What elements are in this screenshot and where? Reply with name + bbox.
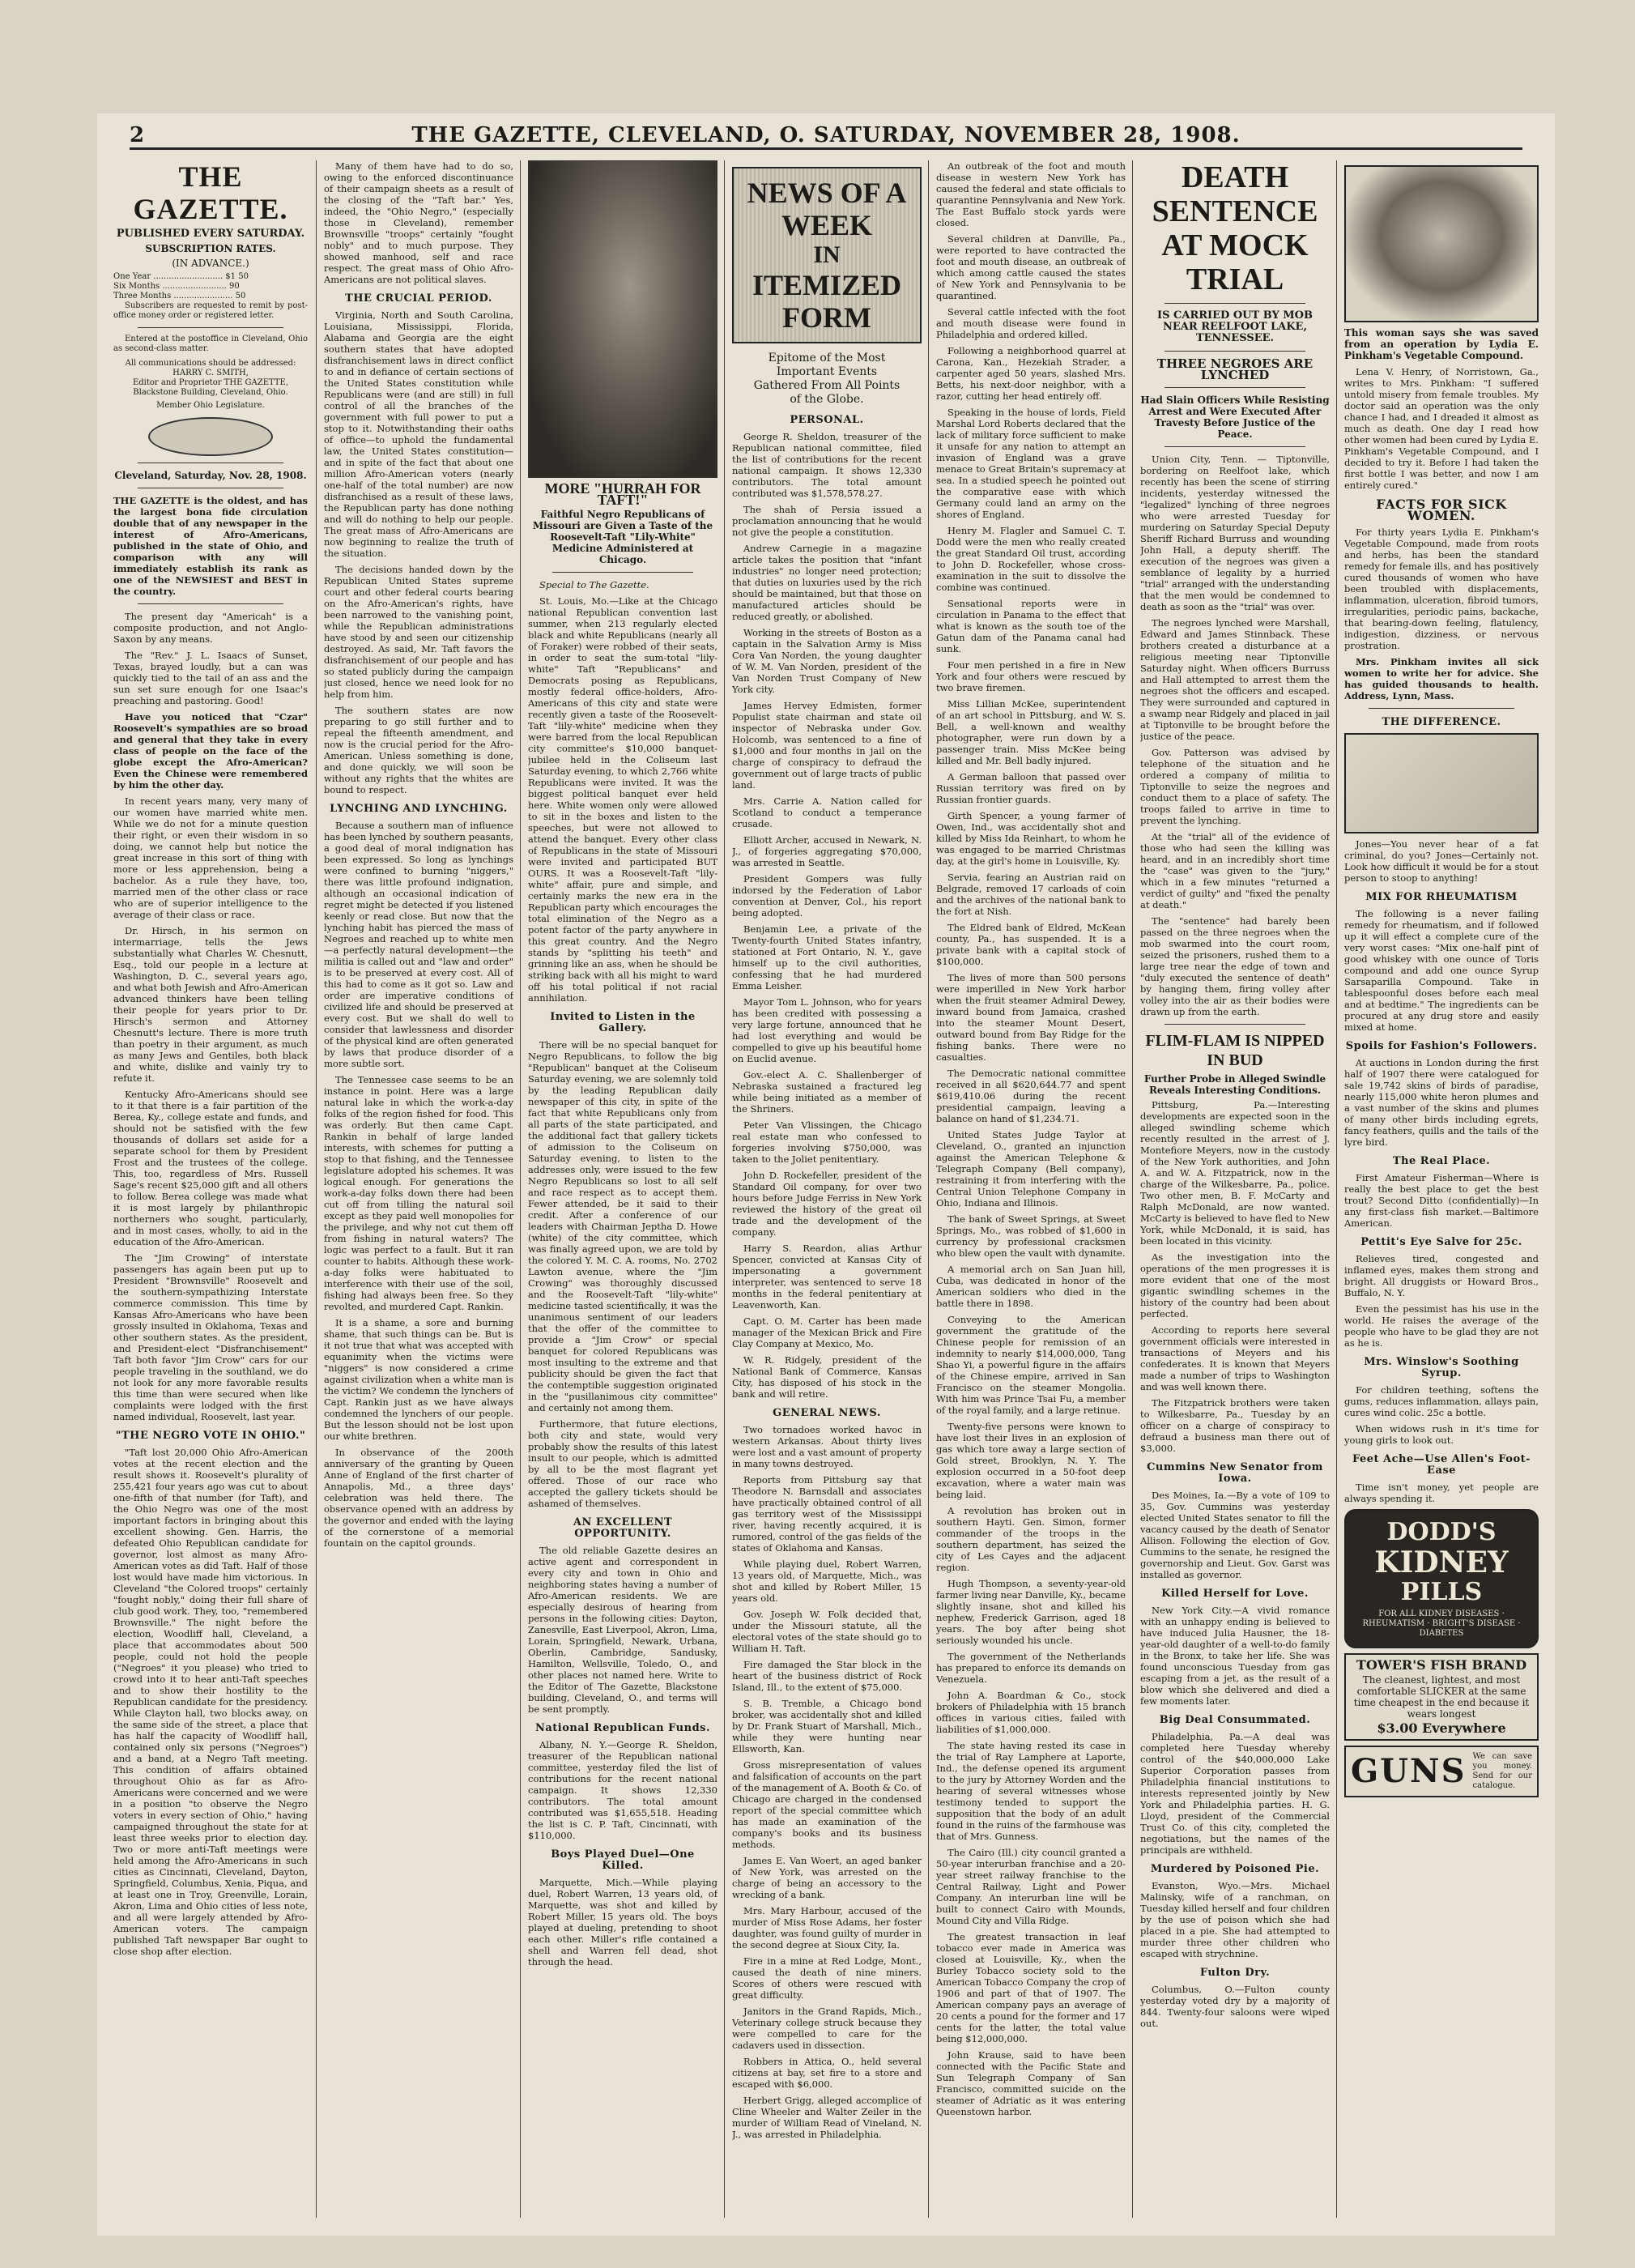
news-item: Mayor Tom L. Johnson, who for years has been credited with possessing a very large fortune, announced that he had lost everything and would be compelled to give up his beautiful home on Euclid avenue. bbox=[732, 996, 922, 1064]
ad-text: Even the pessimist has his use in the world. He raises the average of the people who have to be glad they are not as he is. bbox=[1344, 1303, 1539, 1349]
article-paragraph: As the investigation into the operations of the men progresses it is more evident that one of the most gigantic swindling schemes in the history of the country had been about perfected. bbox=[1140, 1251, 1330, 1319]
news-item: While playing duel, Robert Warren, 13 years old, of Marquette, Mich., was shot and killed by Robert Miller, 15 years old. bbox=[732, 1558, 922, 1604]
entered-note: Entered at the postoffice in Cleveland, Ohio as second-class matter. bbox=[113, 335, 308, 353]
news-item: Hugh Thompson, a seventy-year-old farmer living near Danville, Ky., became slightly insane, shot and killed his nephew, Frederick Garrison, aged 18 years. The boy after being shot seriously wounded his uncle. bbox=[936, 1578, 1126, 1646]
news-item: Four men perished in a fire in New York and four others were rescued by two brave firemen. bbox=[936, 659, 1126, 693]
news-item: Robbers in Attica, O., held several citizens at bay, set fire to a store and escaped with $6,000. bbox=[732, 2056, 922, 2090]
guns-copy: We can save you money. Send for our catalogue. bbox=[1472, 1752, 1532, 1790]
deck: IS CARRIED OUT BY MOB NEAR REELFOOT LAKE, TENNESSEE. bbox=[1157, 309, 1313, 344]
woman-portrait-illustration bbox=[1344, 165, 1539, 322]
column-rule bbox=[928, 160, 929, 2218]
section-heading: GENERAL NEWS. bbox=[773, 1407, 881, 1419]
news-item: Two tornadoes worked havoc in western Arkansas. About thirty lives were lost and a vast amount of property in many towns destroyed. bbox=[732, 1424, 922, 1469]
editorial-paragraph: Dr. Hirsch, in his sermon on intermarriage, tells the Jews substantially what Charles W. Chesnutt, Esq., told our people in a lecture at Washington, D. C., several years ago, and what both Jewish and Afro-American advanced thinkers have been telling their people for years prior to Dr. Hirsch's sermon and Attorney Chesnutt's lecture. There is more truth than poetry in their argument, as much as many Jews and Gentiles, both black and white, dislike and vainly try to refute it. bbox=[113, 925, 308, 1084]
section-heading: AN EXCELLENT OPPORTUNITY. bbox=[573, 1516, 673, 1540]
anecdote-text: Jones—You never hear of a fat criminal, do you? Jones—Certainly not. Look how difficult it would be for a stout person to stoop to anything! bbox=[1344, 838, 1539, 884]
news-item: The Democratic national committee received in all $620,644.77 and spent $619,410.06 during the recent presidential campaign, leaving a balance on hand of $1,234.71. bbox=[936, 1068, 1126, 1124]
dateline: Cleveland, Saturday, Nov. 28, 1908. bbox=[114, 470, 307, 481]
news-item: Elliott Archer, accused in Newark, N. J., of forgeries aggregating $70,000, was arrested in Seattle. bbox=[732, 834, 922, 868]
rate-line: Three Months ....................... 50 bbox=[113, 292, 246, 301]
article-paragraph: Albany, N. Y.—George R. Sheldon, treasurer of the Republican national committee, yesterday filed the list of contributions for the recent national campaign. It shows 12,330 contributors. The total amount contributed was $1,655,518. Heading the list is C. P. Taft, Cincinnati, with $110,000. bbox=[528, 1739, 717, 1841]
column-news-continued bbox=[936, 160, 1126, 2218]
published-line: PUBLISHED EVERY SATURDAY. bbox=[116, 228, 305, 240]
news-item: Working in the streets of Boston as a captain in the Salvation Army is Miss Cora Van Norden, the young daughter of W. M. Van Norden, president of the Van Norden Trust Company of New York city. bbox=[732, 627, 922, 695]
guns-title: GUNS bbox=[1351, 1752, 1467, 1790]
page-number: 2 bbox=[130, 123, 146, 147]
taft-portrait bbox=[528, 160, 717, 478]
rate-line: One Year ........................... $1 50 bbox=[113, 272, 249, 281]
divider bbox=[138, 327, 283, 328]
masthead-title: THE GAZETTE, CLEVELAND, O. SATURDAY, NOVEMBER 28, 1908. bbox=[411, 123, 1241, 147]
news-item: Twenty-five persons were known to have lost their lives in an explosion of gas which tore away a large section of Gold street, Brooklyn, N. Y. The explosion occurred in a 50-foot deep excavation, where a water main was being laid. bbox=[936, 1421, 1126, 1500]
news-item: The bank of Sweet Springs, at Sweet Springs, Mo., was robbed of $1,600 in currency by professional cracksmen who blew open the vault with dynamite. bbox=[936, 1213, 1126, 1259]
news-item: Speaking in the house of lords, Field Marshal Lord Roberts declared that the lack of military force sufficient to make it unsafe for any nation to attempt an invasion of England was a grave menace to Great Britain's supremacy at sea. In a studied speech he pointed out the comparative ease with which Germany could land an army on the shores of England. bbox=[936, 407, 1126, 520]
article-paragraph: Pittsburg, Pa.—Interesting developments are expected soon in the alleged swindling scheme which recently resulted in the arrest of J. Montefiore Meyers, now in the custody of the New York authorities, and John A. and W. A. Fitzpatrick, now in the charge of the Wilkesbarre, Pa., police. Two other men, B. F. McCarty and Ralph McDonald, are now wanted. McCarty is believed to have fled to New York, while McDonald, it is said, has been located in this vicinity. bbox=[1140, 1099, 1330, 1247]
news-item: Janitors in the Grand Rapids, Mich., Veterinary college struck because they were compelled to care for the cadavers used in dissection. bbox=[732, 2006, 922, 2051]
section-heading: Fulton Dry. bbox=[1199, 1967, 1271, 1979]
column-taft-story bbox=[528, 160, 717, 2218]
editorial-paragraph: The "Jim Crowing" of interstate passengers has again been put up to President "Brownsville" Roosevelt and the southern-sympathizing Interstate commerce commission. This time by Kansas Afro-Americans who have been grossly insulted in Oklahoma, Texas and other southern states. As the president, and President-elect "Disfranchisement" Taft both favor "Jim Crow" cars for our people traveling in the southland, we do not look for any more favorable results this time than were secured when like complaints were lodged with the first named individual, Roosevelt, last year. bbox=[113, 1252, 308, 1422]
news-item: Girth Spencer, a young farmer of Owen, Ind., was accidentally shot and killed by Miss Ida Reinhart, to whom he was engaged to be married Christmas day, at the girl's home in Louisville, Ky. bbox=[936, 810, 1126, 867]
news-item: John Krause, said to have been connected with the Pacific State and Sun Telegraph Company of San Francisco, committed suicide on the steamer of Adriatic as it was entering Queenstown harbor. bbox=[936, 2049, 1126, 2117]
circulation-boast: THE GAZETTE is the oldest, and has the largest bona fide circulation double that of any newspaper in the interest of Afro-Americans, published in the state of Ohio, and comparison with any will immediately establish its rank as one of the NEWSIEST and BEST in the country. bbox=[113, 495, 308, 597]
column-advertisements bbox=[1344, 160, 1539, 2218]
column-rule bbox=[1132, 160, 1133, 2218]
ad-text: For children teething, softens the gums, reduces inflammation, allays pain, cures wind colic. 25c a bottle. bbox=[1344, 1384, 1539, 1418]
editorial-paragraph: Virginia, North and South Carolina, Louisiana, Mississippi, Florida, Alabama and Georgia are the eight southern states that have adopted disfranchisement laws in direct conflict to and in defiance of certain sections of the United States constitution while Republicans were (and are still) in full control of all the branches of the government with full power to put a stop to it. Notwithstanding their oaths of office—to uphold the fundamental law, the United States constitution—and in spite of the fact that about one million Afro-American voters (nearly one-half of the total number) are now disfranchised as a result of these laws, the Republican party has done nothing and will do nothing to help our people. The great mass of Afro-Americans are now beginning to realize the truth of the situation. bbox=[324, 309, 513, 559]
newspaper-page bbox=[97, 113, 1555, 2236]
article-paragraph: Columbus, O.—Fulton county yesterday voted dry by a majority of 844. Twenty-four saloons were wiped out. bbox=[1140, 1984, 1330, 2029]
ad-heading: Pettit's Eye Salve for 25c. bbox=[1360, 1236, 1522, 1248]
news-item: Sensational reports were in circulation in Panama to the effect that what is known as the south toe of the Gatun dam of the Panama canal had sunk. bbox=[936, 598, 1126, 654]
editorial-paragraph: Many of them have had to do so, owing to the enforced discontinuance of their campaign sheets as a result of the closing of the "Taft bar." Yes, indeed, the "Ohio Negro," (especially those in Cleveland), remember Brownsville "troops" certainly "fought nobly" and to much purpose. They showed manhood, self and race respect. The great mass of Ohio Afro-Americans are not political slaves. bbox=[324, 160, 513, 285]
news-item: John A. Boardman & Co., stock brokers of Philadelphia with 15 branch offices in various cities, failed with liabilities of $1,000,000. bbox=[936, 1690, 1126, 1735]
towers-price: $3.00 Everywhere bbox=[1377, 1720, 1506, 1736]
news-item: United States Judge Taylor at Cleveland, O., granted an injunction against the American Telephone & Telegraph Company (Bell company), restraining it from interfering with the Central Union Telephone Company in Ohio, Indiana and Illinois. bbox=[936, 1129, 1126, 1209]
portrait-subhead: Faithful Negro Republicans of Missouri are Given a Taste of the Roosevelt-Taft "Lily-White" Medicine Administered at Chicago. bbox=[532, 509, 713, 565]
dodds-line: DODD'S bbox=[1386, 1518, 1497, 1546]
editorial-paragraph: "Taft lost 20,000 Ohio Afro-American votes at the recent election and the result shows it. Roosevelt's plurality of 255,421 four years ago was cut to about one-fifth of that number (for Taft), and the Ohio Negro was one of the most important factors in bringing about this excellent showing. Gen. Harris, the defeated Ohio Republican candidate for governor, lost almost as many Afro-American votes as did Taft. Half of those lost would have made him victorious. In Cleveland "the Colored troops" certainly "fought nobly," doing their full share of club good work. They, too, "remembered Brownsville." The night before the election, Woodliff hall, Cleveland, a place that accommodates about 500 people, could not hold the people ("Negroes" it you please) who tried to crowd into it to hear anti-Taft speeches and to show their hostility to the Republican candidate for the presidency. While Clayton hall, two blocks away, on the same side of the street, a place that has half the capacity of Woodliff hall, contained only six persons ("Negroes") and a band, at a Negro Taft meeting. This condition of affairs obtained throughout Ohio as far as Afro-Americans were concerned and we were in a position "to observe the Negro voters in every section of Ohio," having campaigned throughout the state for at least three weeks prior to election day. Two or more anti-Taft meetings were held among the Afro-Americans in such cities as Cincinnati, Cleveland, Dayton, Springfield, Columbus, Xenia, Piqua, and at least one in Troy, Greenville, Lorain, Akron, Lima and Ohio cities of less note, and all were largely attended by Afro-American voters. The campaign published Taft newspaper Bar ought to close shop after election. bbox=[113, 1447, 308, 1957]
editorial-paragraph: Because a southern man of influence has been lynched by southern peasants, a good deal of moral indignation has been expressed. So long as lynchings were confined to burning "niggers," there was little profound indignation, although an occasional indication of regret might be detected if you listened keenly or read close. But now that the lynching habit has pierced the mass of Negroes and reached up to white men—a perfectly natural development—the militia is called out and "law and order" is to be preserved at every cost. All of this had to come as it got so. Law and order are imperative conditions of civilized life and should be preserved at every cost. But we shall do well to consider that lawlessness and disorder of the physical kind are often generated by laws that produce disorder of a more subtle sort. bbox=[324, 820, 513, 1069]
section-heading: Cummins New Senator from Iowa. bbox=[1147, 1461, 1323, 1485]
rate-line: Six Months ......................... 90 bbox=[113, 282, 240, 291]
news-item: W. R. Ridgely, president of the National Bank of Commerce, Kansas City, has disposed of his stock in the bank and will retire. bbox=[732, 1354, 922, 1400]
section-heading: THE CRUCIAL PERIOD. bbox=[345, 292, 492, 305]
ad-text: At auctions in London during the first half of 1907 there were catalogued for sale 19,742 skins of birds of paradise, nearly 115,000 white heron plumes and a vast number of the skins and plumes of many other birds including egrets, fancy feathers, quills and the tails of the lyre bird. bbox=[1344, 1057, 1539, 1148]
news-item: Fire damaged the Star block in the heart of the business district of Rock Island, Ill., to the extent of $75,000. bbox=[732, 1659, 922, 1693]
editorial-paragraph: The present day "Americah" is a composite production, and not Anglo-Saxon by any means. bbox=[113, 611, 308, 645]
news-item: George R. Sheldon, treasurer of the Republican national committee, filed the list of contributions for the recent national campaign. It shows 12,330 contributors. The total amount contributed was $1,578,578.27. bbox=[732, 431, 922, 499]
article-paragraph: St. Louis, Mo.—Like at the Chicago national Republican convention last summer, when 213 regularly elected black and white Republicans (nearly all of Foraker) were robbed of their seats, in order to seat the sum-total "lily-white" Taft "Republicans" and Democrats posing as Republicans, mostly federal office-holders, Afro-Americans of this city and state were recently given a taste of the Roosevelt-Taft "lily-white" medicine when they were barred from the local Republican city committee's $10,000 banquet-jubilee held in the Coliseum last Saturday evening, to which 2,766 white Republicans were invited. It was the biggest political banquet ever held here. White women only were allowed to sit in the boxes and listen to the speeches, but were not allowed to attend the banquet. Every other class of Republicans in the state of Missouri were invited and participated BUT OURS. It was a Roosevelt-Taft "lily-white" affair, pure and simple, and certainly marks the new era in the Republican party which encourages the total elimination of the Negro as a potent factor of the party anywhere in this great country. And the Negro stands by "splitting his teeth" and grinning like an ass, when he should be striking back with all his might to ward off his total political if not racial annihilation. bbox=[528, 595, 717, 1004]
news-item: A memorial arch on San Juan hill, Cuba, was dedicated in honor of the American soldiers who died in the battle there in 1898. bbox=[936, 1264, 1126, 1309]
ad-text: Relieves tired, congested and inflamed eyes, makes them strong and bright. All druggists or Howard Bros., Buffalo, N. Y. bbox=[1344, 1253, 1539, 1298]
editorial-paragraph: In recent years many, very many of our women have married white men. While we do not for a minute question their right, or even their wisdom in so doing, we cannot help but notice the great increase in this sort of thing with more or less apprehension, being a bachelor. As a rule they have, too, married men of the other class or race who are of superior intelligence to the average of their class or race. bbox=[113, 795, 308, 920]
subscribers-note: Subscribers are requested to remit by post-office money order or registered letter. bbox=[113, 301, 308, 320]
section-heading: Big Deal Consummated. bbox=[1159, 1714, 1311, 1726]
towers-copy: The cleanest, lightest, and most comfortable SLICKER at the same time cheapest in the end because it wears longest bbox=[1353, 1674, 1530, 1720]
union-label-seal bbox=[148, 417, 273, 456]
news-item: The shah of Persia issued a proclamation announcing that he would not give the people a constitution. bbox=[732, 504, 922, 538]
news-item: The greatest transaction in leaf tobacco ever made in America was closed at Louisville, Ky., when the Burley Tobacco society sold to the American Tobacco Company the crop of 1906 and part of that of 1907. The American company pays an average of 20 cents a pound for the former and 17 cents for the latter, the total value being $12,000,000. bbox=[936, 1931, 1126, 2044]
deck: THREE NEGROES ARE LYNCHED bbox=[1156, 356, 1314, 382]
ad-text: Lena V. Henry, of Norristown, Ga., writes to Mrs. Pinkham: "I suffered untold misery from female troubles. My doctor said an operation was the only chance I had, and I dreaded it almost as much as death. One day I read how other women had been cured by Lydia E. Pinkham's Vegetable Compound, and I decided to try it. Before I had taken the first bottle I was better, and now I am entirely cured." bbox=[1344, 366, 1539, 491]
address-block bbox=[113, 359, 308, 411]
divider bbox=[1165, 387, 1305, 388]
ad-heading: Spoils for Fashion's Followers. bbox=[1345, 1040, 1538, 1052]
news-item: Gov.-elect A. C. Shallenberger of Nebraska sustained a fractured leg while being initiated as a member of the Shriners. bbox=[732, 1069, 922, 1115]
section-heading: "THE NEGRO VOTE IN OHIO." bbox=[115, 1430, 306, 1442]
editorial-paragraph: Have you noticed that "Czar" Roosevelt's sympathies are so broad and general that they take in every class of people on the face of the globe except the Afro-American? Even the Chinese were remembered by him the other day. bbox=[113, 711, 308, 791]
special-line: Special to The Gazette. bbox=[539, 579, 649, 590]
news-item: An outbreak of the foot and mouth disease in western New York has caused the federal and state officials to quarantine Pennsylvania and New York. The East Buffalo stock yards were closed. bbox=[936, 160, 1126, 228]
news-item: A German balloon that passed over Russian territory was fired on by Russian frontier guards. bbox=[936, 771, 1126, 805]
column-rule bbox=[316, 160, 317, 2218]
divider bbox=[1165, 351, 1305, 352]
masthead bbox=[130, 123, 1522, 150]
article-paragraph: The "sentence" had barely been passed on the three negroes when the mob swarmed into the court room, seized the prisoners, rushed them to a large tree near the edge of town and "duly executed the sentence of death" by hanging them, firing volley after volley into the air as their bodies were drawn up from the earth. bbox=[1140, 915, 1330, 1017]
article-paragraph: The negroes lynched were Marshall, Edward and James Stinnback. These brothers created a disturbance at a religious meeting near Tiptonville Saturday night. When officers Burruss and Hall attempted to arrest them the negroes shot the officers and escaped. They were surrounded and captured in a swamp near Ridgely and placed in jail at Tiptonville to be brought before the justice of the peace. bbox=[1140, 617, 1330, 742]
news-item: Following a neighborhood quarrel at Carona, Kan., Hezekiah Strader, a carpenter aged 50 years, slashed Mrs. Betts, his next-door neighbor, with a razor, cutting her head entirely off. bbox=[936, 345, 1126, 402]
news-item: Benjamin Lee, a private of the Twenty-fourth United States infantry, stationed at Fort Ontario, N. Y., gave himself up to the civil authorities, confessing that he had murdered Emma Leisher. bbox=[732, 923, 922, 991]
editorial-paragraph: The "Rev." J. L. Isaacs of Sunset, Texas, brayed loudly, but a can was quickly tied to the tail of an ass and the sun set sure enough for one Isaac's preaching and pastoring. Good! bbox=[113, 650, 308, 706]
news-item: James Hervey Edmisten, former Populist state chairman and state oil inspector of Nebraska under Gov. Holcomb, was sentenced to a fine of $1,000 and four months in jail on the charge of conspiracy to defraud the government out of large tracts of public land. bbox=[732, 700, 922, 791]
dodds-ring-text: FOR ALL KIDNEY DISEASES · RHEUMATISM · BRIGHT'S DISEASE · DIABETES bbox=[1362, 1609, 1521, 1638]
news-item: President Gompers was fully indorsed by the Federation of Labor convention at Denver, Col., his report being adopted. bbox=[732, 873, 922, 919]
editor-name: HARRY C. SMITH, bbox=[172, 369, 249, 377]
rate-lines bbox=[113, 272, 308, 301]
editorial-paragraph: The southern states are now preparing to go still further and to repeal the fifteenth amendment, and now is the crucial period for the Afro-American. Unless something is done, and done quickly, we will soon be without any rights that the whites are bound to respect. bbox=[324, 705, 513, 795]
editorial-paragraph: The Tennessee case seems to be an instance in point. Here was a large natural lake in which the work-a-day folks of the region fished for food. This was orderly. But then came Capt. Rankin in behalf of large landed interests, with schemes for putting a stop to that fishing, and the Tennessee legislature adopted his schemes. It was logical enough. For generations the work-a-day folks down there had been cut off from tilling the natural soil except as they paid well monopolies for the privilege, and why not cut them off from fishing in natural waters? The logic was perfect to a fault. But it ran counter to habits. Although these work-a-day folks were habituated to interference with their use of the soil, fishing had always been free. So they revolted, and murdered Capt. Rankin. bbox=[324, 1074, 513, 1312]
deck: Had Slain Officers While Resisting Arrest and Were Executed After Travesty Before Justice of the Peace. bbox=[1140, 394, 1330, 440]
news-item: Servia, fearing an Austrian raid on Belgrade, removed 17 carloads of coin and the archives of the national bank to the fort at Nish. bbox=[936, 872, 1126, 917]
editorial-paragraph: Kentucky Afro-Americans should see to it that there is a fair partition of the Berea, Ky., college estate and funds, and should not be satisfied with the few thousands of dollars set aside for a separate school for them by President Frost and the trustees of the college. This, too, regardless of Mrs. Russell Sage's recent $25,000 gift and all others to follow. Berea college was made what it is most largely by philanthropic northerners who sought, particularly, and in most cases, wholly, to aid in the education of the Afro-American. bbox=[113, 1089, 308, 1247]
dodds-line: PILLS bbox=[1400, 1578, 1483, 1606]
news-item: Peter Van Vlissingen, the Chicago real estate man who confessed to forgeries involving $750,000, was taken to the Joliet penitentiary. bbox=[732, 1119, 922, 1165]
news-item: Miss Lillian McKee, superintendent of an art school in Pittsburg, and W. S. Bell, a well-known and wealthy photographer, were run down by a passenger train. Miss McKee being killed and Mr. Bell badly injured. bbox=[936, 698, 1126, 766]
ad-heading: THE DIFFERENCE. bbox=[1382, 716, 1501, 728]
ad-heading: The Real Place. bbox=[1392, 1155, 1491, 1167]
news-item: A revolution has broken out in southern Hayti. Gen. Simon, former commander of the troops in the southern department, has seized the city of Les Cayes and the adjacent region. bbox=[936, 1505, 1126, 1573]
news-item: Mrs. Mary Harbour, accused of the murder of Miss Rose Adams, her foster daughter, was found guilty of murder in the second degree at Sioux City, Ia. bbox=[732, 1905, 922, 1950]
section-heading: PERSONAL. bbox=[790, 414, 864, 426]
news-banner bbox=[732, 167, 922, 343]
news-item: Several cattle infected with the foot and mouth disease were found in Philadelphia and ordered killed. bbox=[936, 306, 1126, 340]
ad-text: When widows rush in it's time for young girls to look out. bbox=[1344, 1423, 1539, 1446]
news-item: Conveying to the American government the gratitude of the Chinese people for remission of an indemnity to nearly $14,000,000, Tang Shao Yi, a powerful figure in the affairs of the Chinese empire, arrived in San Francisco on the steamer Mongolia. With him was Prince Tsai Fu, a member of the royal family, and a large retinue. bbox=[936, 1314, 1126, 1416]
dodds-kidney-pills-ad bbox=[1344, 1509, 1539, 1648]
divider bbox=[1165, 303, 1305, 304]
section-heading: Murdered by Poisoned Pie. bbox=[1150, 1863, 1320, 1875]
divider bbox=[1369, 708, 1514, 709]
news-item: Gov. Joseph W. Folk decided that, under the Missouri statute, all the electoral votes of the state should go to William H. Taft. bbox=[732, 1609, 922, 1654]
ad-heading: Feet Ache—Use Allen's Foot-Ease bbox=[1352, 1453, 1531, 1477]
ad-text: The following is a never failing remedy for rheumatism, and if followed up it will effect a complete cure of the very worst cases: "Mix one-half pint of good whiskey with one ounce of Toris compound and add one ounce Syrup Sarsaparilla Compound. Take in tablespoonful doses before each meal and at bedtime." The ingredients can be procured at any drug store and easily mixed at home. bbox=[1344, 908, 1539, 1033]
news-item: Fire in a mine at Red Lodge, Mont., caused the death of nine miners. Scores of others were rescued with great difficulty. bbox=[732, 1955, 922, 2001]
column-rule bbox=[724, 160, 725, 2218]
editorial-paragraph: The decisions handed down by the Republican United States supreme court and other federal courts bearing on the Afro-American's rights, have been narrowed to the vanishing point, while the Republican administrations have stood by and seen our citizenship destroyed. As said, Mr. Taft favors the disfranchisement of our people and has so stated publicly during the campaign just closed, hence we need look for no help from him. bbox=[324, 564, 513, 700]
section-heading: Invited to Listen in the Gallery. bbox=[550, 1011, 696, 1034]
banner-line: IN bbox=[813, 241, 841, 268]
article-paragraph: At the "trial" all of the evidence of those who had seen the killing was heard, and in an incredibly short time the "case" was given to the "jury," which in a few minutes "returned a verdict of guilty" and "fixed the penalty at death." bbox=[1140, 831, 1330, 910]
section-heading: Boys Played Duel—One Killed. bbox=[551, 1848, 695, 1872]
article-paragraph: New York City.—A vivid romance with an unhappy ending is believed to have induced Julia Hausner, the 18-year-old daughter of a well-to-do family in the Bronx, to take her life. She was found unconscious Tuesday from gas escaping from a jet, as the result of a blow which she delivered and died a few moments later. bbox=[1140, 1605, 1330, 1707]
news-item: James E. Van Woert, an aged banker of New York, was arrested on the charge of being an accessory to the wrecking of a bank. bbox=[732, 1855, 922, 1900]
news-item: Henry M. Flagler and Samuel C. T. Dodd were the men who really created the great Standard Oil trust, according to John D. Rockefeller, whose cross-examination in the suit to dissolve the combine was continued. bbox=[936, 525, 1126, 593]
column-lynching-report bbox=[1140, 160, 1330, 2218]
news-item: The Cairo (Ill.) city council granted a 50-year interurban franchise and a 20-year street railway franchise to the Central Railway, Light and Power Company. An interurban line will be built to connect Cairo with Mounds, Mound City and Villa Ridge. bbox=[936, 1847, 1126, 1926]
deck: Further Probe in Alleged Swindle Reveals Interesting Conditions. bbox=[1143, 1073, 1326, 1096]
news-item: The government of the Netherlands has prepared to enforce its demands on Venezuela. bbox=[936, 1651, 1126, 1685]
article-paragraph: Union City, Tenn. — Tiptonville, bordering on Reelfoot lake, which recently has been the scene of stirring incidents, yesterday witnessed the "legalized" lynching of three negroes who were arrested Tuesday for murdering on Saturday Special Deputy Sheriff Richard Burruss and wounding John Hall, a deputy sheriff. The execution of the negroes was given a semblance of legality by a hurried "trial" arranged with the understanding that the men would be condemned to death as soon as the "trial" was over. bbox=[1140, 454, 1330, 612]
editor-address: Blackstone Building, Cleveland, Ohio. bbox=[133, 388, 288, 397]
news-item: S. B. Tremble, a Chicago bond broker, was accidentally shot and killed by Dr. Frank Stuart of Marshall, Mich., while they were hunting near Ellsworth, Kan. bbox=[732, 1698, 922, 1754]
divider bbox=[1165, 446, 1305, 447]
article-paragraph: Furthermore, that future elections, both city and state, would very probably show the results of this latest insult to our people, which is admitted by all to be the most flagrant yet offered. Those of our race who accepted the gallery tickets should be ashamed of themselves. bbox=[528, 1418, 717, 1509]
editor-title: Editor and Proprietor THE GAZETTE, bbox=[132, 378, 289, 387]
column-editorial bbox=[113, 160, 308, 2218]
cartoon-illustration bbox=[1344, 733, 1539, 833]
article-paragraph: Marquette, Mich.—While playing duel, Robert Warren, 13 years old, of Marquette, was shot and killed by Robert Miller, 15 years old. The boys played at dueling, pretending to shoot each other. Miller's rifle contained a shell and Warren fell dead, shot through the head. bbox=[528, 1877, 717, 1967]
ad-heading: MIX FOR RHEUMATISM bbox=[1365, 891, 1518, 903]
headline-line: AT MOCK TRIAL bbox=[1161, 228, 1309, 296]
ad-text: Mrs. Pinkham invites all sick women to write her for advice. She has guided thousands to health. Address, Lynn, Mass. bbox=[1344, 656, 1539, 701]
towers-slicker-ad bbox=[1344, 1653, 1539, 1741]
news-item: Capt. O. M. Carter has been made manager of the Mexican Brick and Fire Clay Company at Mexico, Mo. bbox=[732, 1315, 922, 1349]
article-paragraph: Evanston, Wyo.—Mrs. Michael Malinsky, wife of a ranchman, on Tuesday killed herself and four children by the use of poison which she had placed in a pie. She had attempted to murder three other children who escaped with strychnine. bbox=[1140, 1880, 1330, 1959]
nameplate: THE GAZETTE. bbox=[133, 160, 288, 225]
divider bbox=[138, 603, 283, 604]
news-item: Mrs. Carrie A. Nation called for Scotland to conduct a temperance crusade. bbox=[732, 795, 922, 829]
communications-line: All communications should be addressed: bbox=[125, 359, 296, 368]
editorial-paragraph: It is a shame, a sore and burning shame, that such things can be. But is it not true that what was accepted with equanimity when the victims were "niggers" is now considered a crime against civilization when a white man is the victim? We condemn the lynchers of Capt. Rankin just as we have always condemned the lynchers of our people. But the lesson should not be lost upon our white brethren. bbox=[324, 1317, 513, 1442]
article-paragraph: Des Moines, Ia.—By a vote of 109 to 35, Gov. Cummins was yesterday elected United States senator to fill the vacancy caused by the death of Senator Allison. Following the election of Gov. Cummins to the senate, he resigned the governorship and Lieut. Gov. Garst was installed as governor. bbox=[1140, 1490, 1330, 1580]
divider bbox=[1165, 1024, 1305, 1025]
divider bbox=[552, 572, 693, 573]
section-heading: Killed Herself for Love. bbox=[1161, 1588, 1309, 1600]
guns-ad bbox=[1344, 1746, 1539, 1797]
article-paragraph: There will be no special banquet for Negro Republicans, to follow the big "Republican" banquet at the Coliseum Saturday evening, we are solemnly told by the leading Republican daily newspaper of this city, in spite of the fact that white Republicans only from all parts of the state participated, and the additional fact that gallery tickets of admission to the Coliseum on Saturday evening, to listen to the addresses only, were issued to the few Negro Republicans so lost to all self and race respect as to accept them. Fewer attended, be it said to their credit. After a conference of our leaders with Chairman Jeptha D. Howe (white) of the city committee, which was finally agreed upon, we are told by the colored Y. M. C. A. rooms, No. 2702 Lawton avenue, where the "Jim Crowing" was thoroughly discussed and the Roosevelt-Taft "lily-white" medicine tasted scientifically, it was the unanimous sentiment of our leaders that the offer of the committee to provide a "Jim Crow" or special banquet for colored Republicans was most insulting to the extreme and that publicity should be given the fact that the contemptible suggestion originated in the "pusillanimous city committee" and certainly not among them. bbox=[528, 1039, 717, 1413]
ad-heading: FACTS FOR SICK WOMEN. bbox=[1376, 497, 1507, 523]
news-item: Herbert Grigg, alleged accomplice of Cline Wheeler and Walter Zeiler in the murder of William Read of Vineland, N. J., was arrested in Philadelphia. bbox=[732, 2095, 922, 2140]
section-headline: FLIM-FLAM IS NIPPED IN BUD bbox=[1145, 1032, 1325, 1069]
ad-text: Time isn't money, yet people are always spending it. bbox=[1344, 1481, 1539, 1504]
rates-title: SUBSCRIPTION RATES. bbox=[145, 243, 276, 254]
banner-subhead: Epitome of the Most Important Events Gathered From All Points of the Globe. bbox=[753, 352, 901, 406]
news-item: Andrew Carnegie in a magazine article takes the position that "infant industries" no longer need protection; that duties on luxuries used by the rich should be maintained, but that those on manufactured articles should be reduced greatly, or abolished. bbox=[732, 543, 922, 622]
article-paragraph: Philadelphia, Pa.—A deal was completed here Tuesday whereby control of the $40,000,000 Lake Superior Corporation passes from Philadelphia financial institutions to interests represented jointly by New York and Philadelphia parties. H. G. Lloyd, president of the Commercial Trust Co. of this city, completed the negotiations, but the names of the principals are withheld. bbox=[1140, 1731, 1330, 1856]
news-item: Reports from Pittsburg say that Theodore N. Barnsdall and associates have practically obtained control of all gas territory west of the Mississippi river, having recently acquired, it is rumored, control of the gas fields of the states of Oklahoma and Kansas. bbox=[732, 1474, 922, 1554]
column-rule bbox=[520, 160, 521, 2218]
ad-heading: Mrs. Winslow's Soothing Syrup. bbox=[1364, 1356, 1519, 1379]
section-heading: LYNCHING AND LYNCHING. bbox=[330, 803, 508, 815]
portrait-caption: MORE "HURRAH FOR TAFT!" bbox=[544, 480, 701, 508]
banner-line: NEWS OF A WEEK bbox=[747, 177, 907, 241]
news-item: Several children at Danville, Pa., were reported to have contracted the foot and mouth disease, an outbreak of which among cattle caused the states of New York and Pennsylvania to be quarantined. bbox=[936, 233, 1126, 301]
news-item: The Eldred bank of Eldred, McKean county, Pa., has suspended. It is a private bank with a capital stock of $100,000. bbox=[936, 922, 1126, 967]
rates-advance: (IN ADVANCE.) bbox=[172, 258, 249, 269]
ad-caption: This woman says she was saved from an operation by Lydia E. Pinkham's Vegetable Compound. bbox=[1344, 327, 1539, 361]
article-paragraph: The Fitzpatrick brothers were taken to Wilkesbarre, Pa., Tuesday by an officer on a charge of conspiracy to defraud a business man there out of $3,000. bbox=[1140, 1397, 1330, 1454]
editorial-paragraph: In observance of the 200th anniversary of the granting by Queen Anne of England of the first charter of Annapolis, Md., a three days' celebration was held there. The observance opened with an address by the governor and ended with the laying of the cornerstone of a memorial fountain on the capitol grounds. bbox=[324, 1447, 513, 1549]
dodds-line: KIDNEY bbox=[1374, 1545, 1509, 1580]
article-paragraph: The old reliable Gazette desires an active agent and correspondent in every city and town in Ohio and neighboring states having a number of Afro-American residents. We are especially desirous of hearing from persons in the following cities: Dayton, Zanesville, East Liverpool, Akron, Lima, Lorain, Springfield, Newark, Urbana, Oberlin, Cambridge, Sandusky, Hamilton, Wellsville, Toledo, O., and other places not named here. Write to the Editor of The Gazette, Blackstone building, Cleveland, O., and terms will be sent promptly. bbox=[528, 1545, 717, 1715]
article-paragraph: According to reports here several government officials were interested in transactions of Meyers and his confederates. It is known that Meyers made a number of trips to Washington and was well known there. bbox=[1140, 1324, 1330, 1392]
column-editorial-continued bbox=[324, 160, 513, 2218]
column-rule bbox=[1336, 160, 1337, 2218]
headline-line: DEATH SENTENCE bbox=[1152, 160, 1318, 228]
column-news-of-week bbox=[732, 160, 922, 2218]
news-item: The lives of more than 500 persons were imperilled in New York harbor when the fruit steamer Admiral Dewey, inward bound from Jamaica, crashed into the steamer Mount Desert, outward bound from Bay Ridge for the fishing banks. There were no casualties. bbox=[936, 972, 1126, 1063]
ad-text: For thirty years Lydia E. Pinkham's Vegetable Compound, made from roots and herbs, has been the standard remedy for female ills, and has positively cured thousands of women who have been troubled with displacements, inflammation, ulceration, fibroid tumors, irregularities, periodic pains, backache, that bearing-down feeling, flatulency, indigestion, dizziness, or nervous prostration. bbox=[1344, 526, 1539, 651]
news-item: John D. Rockefeller, president of the Standard Oil company, for over two hours before Judge Ferriss in New York reviewed the history of the great oil trade and the development of the company. bbox=[732, 1170, 922, 1238]
member-line: Member Ohio Legislature. bbox=[156, 401, 265, 410]
section-heading: National Republican Funds. bbox=[535, 1722, 710, 1734]
article-paragraph: Gov. Patterson was advised by telephone of the situation and he ordered a company of militia to Tiptonville to seize the negroes and conduct them to a place of safety. The troops failed to arrive in time to prevent the lynching. bbox=[1140, 747, 1330, 826]
towers-brand: TOWER'S FISH BRAND bbox=[1356, 1657, 1527, 1673]
news-item: Gross misrepresentation of values and falsification of accounts on the part of the management of A. Booth & Co. of Chicago are charged in the condensed report of the special committee which has made an examination of the company's books and its business methods. bbox=[732, 1759, 922, 1850]
news-item: The state having rested its case in the trial of Ray Lamphere at Laporte, Ind., the defense opened its argument to the jury by Attorney Worden and the hearing of several witnesses whose testimony tended to support the supposition that the body of an adult found in the ruins of the farmhouse was that of Mrs. Gunness. bbox=[936, 1740, 1126, 1842]
banner-line: ITEMIZED FORM bbox=[752, 269, 902, 334]
ad-text: First Amateur Fisherman—Where is really the best place to get the best trout? Second Ditto (confidentially)—In any first-class fish market.—Baltimore American. bbox=[1344, 1172, 1539, 1229]
news-item: Harry S. Reardon, alias Arthur Spencer, convicted at Kansas City of impersonating a government interpreter, was sentenced to serve 18 months in the federal penitentiary at Leavenworth, Kan. bbox=[732, 1243, 922, 1311]
